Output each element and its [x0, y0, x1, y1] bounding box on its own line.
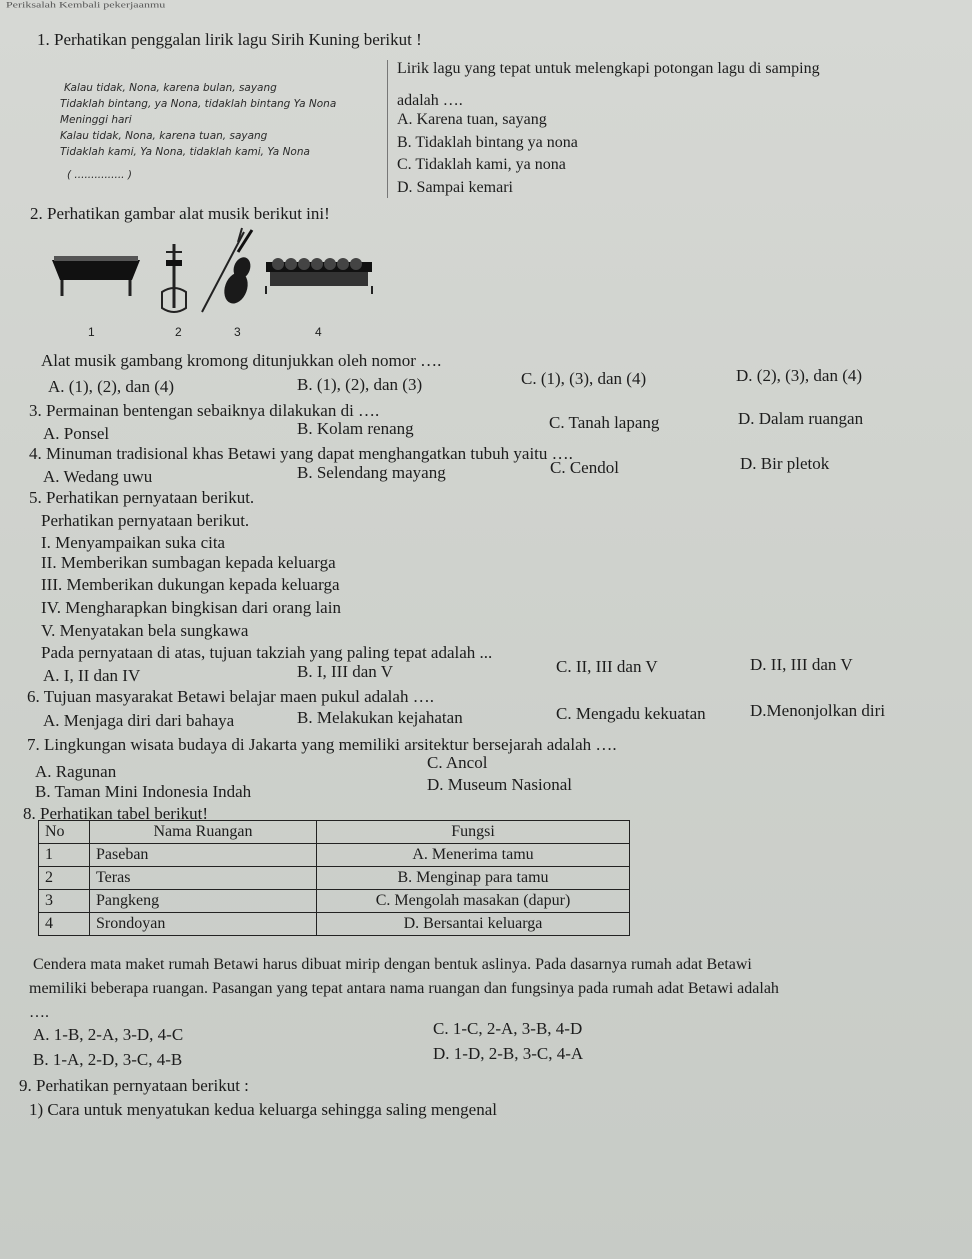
question-3-option-c[interactable]: C. Tanah lapang — [549, 413, 660, 432]
lyric-blank: ( ............... ) — [67, 169, 132, 181]
question-6-option-a[interactable]: A. Menjaga diri dari bahaya — [43, 711, 235, 730]
question-8-option-a[interactable]: A. 1-B, 2-A, 3-D, 4-C — [33, 1025, 184, 1044]
table-cell-room: Srondoyan — [90, 913, 317, 936]
statement-v: V. Menyatakan bela sungkawa — [41, 621, 249, 640]
table-row — [39, 844, 630, 867]
instrument-label-2: 2 — [175, 325, 182, 339]
question-8-option-b[interactable]: B. 1-A, 2-D, 3-C, 4-B — [33, 1050, 183, 1069]
question-5-option-d[interactable]: D. II, III dan V — [750, 655, 853, 674]
statement-iii: III. Memberikan dukungan kepada keluarga — [41, 575, 340, 594]
violin-icon — [202, 228, 253, 312]
table-cell-function: B. Menginap para tamu — [317, 867, 630, 890]
question-1-prompt: 1. Perhatikan penggalan lirik lagu Sirih Kuning berikut ! — [37, 30, 422, 49]
question-2-option-d[interactable]: D. (2), (3), dan (4) — [736, 366, 863, 385]
instrument-label-3: 3 — [234, 325, 241, 339]
statement-i: I. Menyampaikan suka cita — [41, 533, 226, 552]
question-5-option-b[interactable]: B. I, III dan V — [297, 662, 393, 681]
question-1-side-text-2: adalah …. — [397, 92, 463, 109]
table-row — [39, 913, 630, 936]
question-5-option-a[interactable]: A. I, II dan IV — [43, 666, 141, 685]
question-1-option-b[interactable]: B. Tidaklah bintang ya nona — [397, 134, 578, 151]
table-cell-room: Paseban — [90, 844, 317, 867]
table-header-row — [39, 821, 630, 844]
table-cell-no: 2 — [39, 867, 90, 890]
lyric-line: Kalau tidak, Nona, karena tuan, sayang — [60, 130, 268, 142]
instrument-label-4: 4 — [315, 325, 322, 339]
statement-iv: IV. Mengharapkan bingkisan dari orang lain — [41, 598, 341, 617]
table-header-room: Nama Ruangan — [90, 821, 317, 844]
question-5-option-c[interactable]: C. II, III dan V — [556, 657, 658, 676]
question-8-option-d[interactable]: D. 1-D, 2-B, 3-C, 4-A — [433, 1044, 584, 1063]
musical-instruments-illustration — [40, 224, 380, 324]
question-4-option-b[interactable]: B. Selendang mayang — [297, 463, 446, 482]
question-2-text: Alat musik gambang kromong ditunjukkan oleh nomor …. — [41, 351, 442, 370]
question-6-option-c[interactable]: C. Mengadu kekuatan — [556, 704, 706, 723]
question-1-option-d[interactable]: D. Sampai kemari — [397, 179, 513, 196]
lyric-line: Tidaklah bintang, ya Nona, tidaklah bintang Ya Nona — [60, 98, 337, 110]
question-6-prompt: 6. Tujuan masyarakat Betawi belajar maen pukul adalah …. — [27, 687, 434, 706]
instrument-label-1: 1 — [88, 325, 95, 339]
question-5-repeat: Perhatikan pernyataan berikut. — [41, 511, 250, 530]
question-3-option-d[interactable]: D. Dalam ruangan — [738, 409, 864, 428]
question-2-prompt: 2. Perhatikan gambar alat musik berikut ini! — [30, 204, 330, 223]
question-8-option-c[interactable]: C. 1-C, 2-A, 3-B, 4-D — [433, 1019, 583, 1038]
question-8-prompt: 8. Perhatikan tabel berikut! — [23, 804, 209, 823]
question-8-text-3: …. — [29, 1004, 49, 1021]
lyrics-box — [57, 60, 388, 198]
header-fragment: Periksalah Kembali pekerjaanmu — [6, 0, 166, 10]
question-2-option-b[interactable]: B. (1), (2), dan (3) — [297, 375, 423, 394]
table-cell-function: A. Menerima tamu — [317, 844, 630, 867]
room-function-table — [38, 820, 630, 936]
question-8-text-2: memiliki beberapa ruangan. Pasangan yang tepat antara nama ruangan dan fungsinya pada rumah adat Betawi adalah — [29, 980, 779, 997]
question-9-prompt: 9. Perhatikan pernyataan berikut : — [19, 1076, 249, 1095]
lyric-line: Tidaklah kami, Ya Nona, tidaklah kami, Ya Nona — [60, 146, 310, 158]
question-9-statement-1: 1) Cara untuk menyatukan kedua keluarga sehingga saling mengenal — [29, 1100, 497, 1119]
kromong-icon — [266, 258, 372, 294]
question-4-prompt: 4. Minuman tradisional khas Betawi yang dapat menghangatkan tubuh yaitu …. — [29, 444, 573, 463]
table-row — [39, 890, 630, 913]
question-3-prompt: 3. Permainan bentengan sebaiknya dilakukan di …. — [29, 401, 380, 420]
table-cell-room: Teras — [90, 867, 317, 890]
table-header-function: Fungsi — [317, 821, 630, 844]
question-1-option-c[interactable]: C. Tidaklah kami, ya nona — [397, 156, 566, 173]
question-1-side-text: Lirik lagu yang tepat untuk melengkapi potongan lagu di samping — [397, 60, 820, 77]
table-cell-no: 3 — [39, 890, 90, 913]
question-4-option-c[interactable]: C. Cendol — [550, 458, 619, 477]
table-cell-function: D. Bersantai keluarga — [317, 913, 630, 936]
question-7-prompt: 7. Lingkungan wisata budaya di Jakarta yang memiliki arsitektur bersejarah adalah …. — [27, 735, 617, 754]
table-header-no: No — [39, 821, 90, 844]
question-5-prompt: 5. Perhatikan pernyataan berikut. — [29, 488, 255, 507]
question-2-option-a[interactable]: A. (1), (2), dan (4) — [48, 377, 175, 396]
question-6-option-b[interactable]: B. Melakukan kejahatan — [297, 708, 463, 727]
table-row — [39, 867, 630, 890]
question-5-text: Pada pernyataan di atas, tujuan takziah yang paling tepat adalah ... — [41, 643, 493, 662]
question-7-option-d[interactable]: D. Museum Nasional — [427, 775, 572, 794]
question-7-option-c[interactable]: C. Ancol — [427, 753, 488, 772]
lyric-line: Meninggi hari — [60, 114, 132, 126]
question-4-option-a[interactable]: A. Wedang uwu — [43, 467, 153, 486]
question-3-option-b[interactable]: B. Kolam renang — [297, 419, 414, 438]
question-2-option-c[interactable]: C. (1), (3), dan (4) — [521, 369, 647, 388]
question-3-option-a[interactable]: A. Ponsel — [43, 424, 110, 443]
question-7-option-b[interactable]: B. Taman Mini Indonesia Indah — [35, 782, 252, 801]
table-cell-function: C. Mengolah masakan (dapur) — [317, 890, 630, 913]
table-cell-no: 1 — [39, 844, 90, 867]
gambang-icon — [40, 256, 140, 310]
question-1-option-a[interactable]: A. Karena tuan, sayang — [397, 111, 547, 128]
table-cell-room: Pangkeng — [90, 890, 317, 913]
question-4-option-d[interactable]: D. Bir pletok — [740, 454, 830, 473]
tehyan-icon — [162, 244, 186, 312]
table-cell-no: 4 — [39, 913, 90, 936]
question-7-option-a[interactable]: A. Ragunan — [35, 762, 117, 781]
question-8-text-1: Cendera mata maket rumah Betawi harus dibuat mirip dengan bentuk aslinya. Pada dasarnya rumah adat Betawi — [33, 956, 752, 973]
question-6-option-d[interactable]: D.Menonjolkan diri — [750, 701, 886, 720]
lyric-line: Kalau tidak, Nona, karena bulan, sayang — [64, 82, 277, 94]
statement-ii: II. Memberikan sumbagan kepada keluarga — [41, 553, 336, 572]
